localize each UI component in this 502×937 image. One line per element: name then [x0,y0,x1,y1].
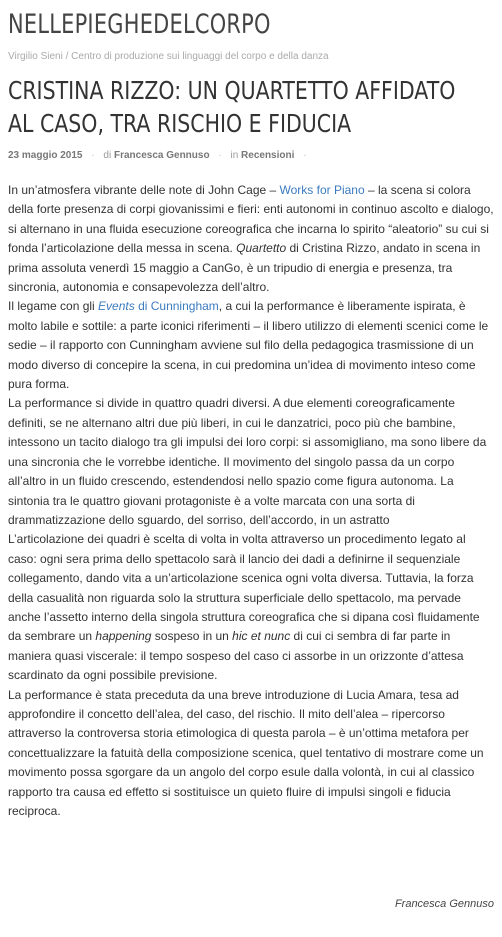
paragraph: Il legame con gli Events di Cunningham, a cui la performance è liberamente ispirata, è molto labile e sottile: a parte iconici riferimenti – il libero utilizzo di elementi scenici come le sedie – il rapporto con Cunningham avviene sul filo della pedagogica trasmissione di un modo diverso di concepire la scena, in cui predomina un’idea di movimento inteso come pura forma. [8,299,489,392]
post-meta [8,150,313,161]
post-date[interactable]: 23 maggio 2015 [8,150,83,161]
post-content [8,181,494,821]
meta-separator: · [91,150,95,161]
meta-separator: · [218,150,222,161]
site-title[interactable]: NELLEPIEGHEDELCORPO [8,9,271,40]
by-label: di [103,150,112,161]
works-for-piano-link[interactable]: Works for Piano [279,183,365,197]
in-label: in [230,150,239,161]
meta-separator: · [303,150,307,161]
paragraph: In un’atmosfera vibrante delle note di John Cage – Works for Piano – la scena si colora della forte presenza di corpi giovanissimi e fieri: enti autonomi in continuo ascolto e dialogo, si alternano in una fluida esecuzione coreografica che incarna lo spirito “aleatorio” su cui si fonda l’articolazione della messa in scena. Quartetto di Cristina Rizzo, andato in scena in prima assoluta venerdì 15 maggio a CanGo, è un tripudio di energia e presenza, tra sincronia, autonomia e consapevolezza dell’altro. [8,183,494,295]
post-author[interactable]: Francesca Gennuso [113,150,210,161]
paragraph: L’articolazione dei quadri è scelta di volta in volta attraverso un procedimento legato al caso: ogni sera prima dello spettacolo sarà il lancio dei dadi a definirne il sequenziale collegamento, dando vita a un’articolazione scenica ogni volta diversa. Tuttavia, la forza della casualità non riguarda solo la struttura superficiale dello spettacolo, ma pervade anche l’assetto interno della singola struttura coreografica che si dipana così fluidamente da sembrare un happening sospeso in un hic et nunc di cui ci sembra di far parte in maniera quasi viscerale: il tempo sospeso del caso ci assorbe in un orizzonte d’attesa scardinato da ogni possibile previsione. [8,532,480,683]
paragraph: La performance si divide in quattro quadri diversi. A due elementi coreograficamente definiti, se ne alternano altri due più liberi, in cui le danzatrici, poco più che bambine, intessono un tacito dialogo tra gli impulsi dei loro corpi: si assomigliano, ma sono libere da una sincronia che le vorrebbe identiche. Il movimento del singolo passa da un corpo all’altro in un fluido crescendo, estendendosi nello spazio come figura autonoma. La sintonia tra le quattro giovani protagoniste è a volte marcata con una sorta di drammatizzazione dello sguardo, del sorriso, dell’accordo, in un astratto [8,396,487,527]
paragraph: La performance è stata preceduta da una breve introduzione di Lucia Amara, tesa ad approfondire il concetto dell’alea, del caso, del rischio. Il mito dell’alea – ripercorso attraverso la controversa storia etimologica di questa parola – è un’ottima metafora per concettualizzare la fatuità della composizione scenica, quel tentativo di mostrare come un movimento possa sgorgare da un angolo del corpo esule dalla volontà, in cui al classico rapporto tra causa ed effetto si sostituisce un quieto fluire di impulsi singoli e fiducia reciproca. [8,687,484,818]
post-category[interactable]: Recensioni [241,150,295,161]
site-description: Virgilio Sieni / Centro di produzione sui linguaggi del corpo e della danza [8,51,329,62]
signature: Francesca Gennuso [394,898,494,910]
events-cunningham-link[interactable]: Events di Cunningham [98,299,219,314]
post-title: CRISTINA RIZZO: UN QUARTETTO AFFIDATO AL CASO, TRA RISCHIO E FIDUCIA [8,76,456,138]
